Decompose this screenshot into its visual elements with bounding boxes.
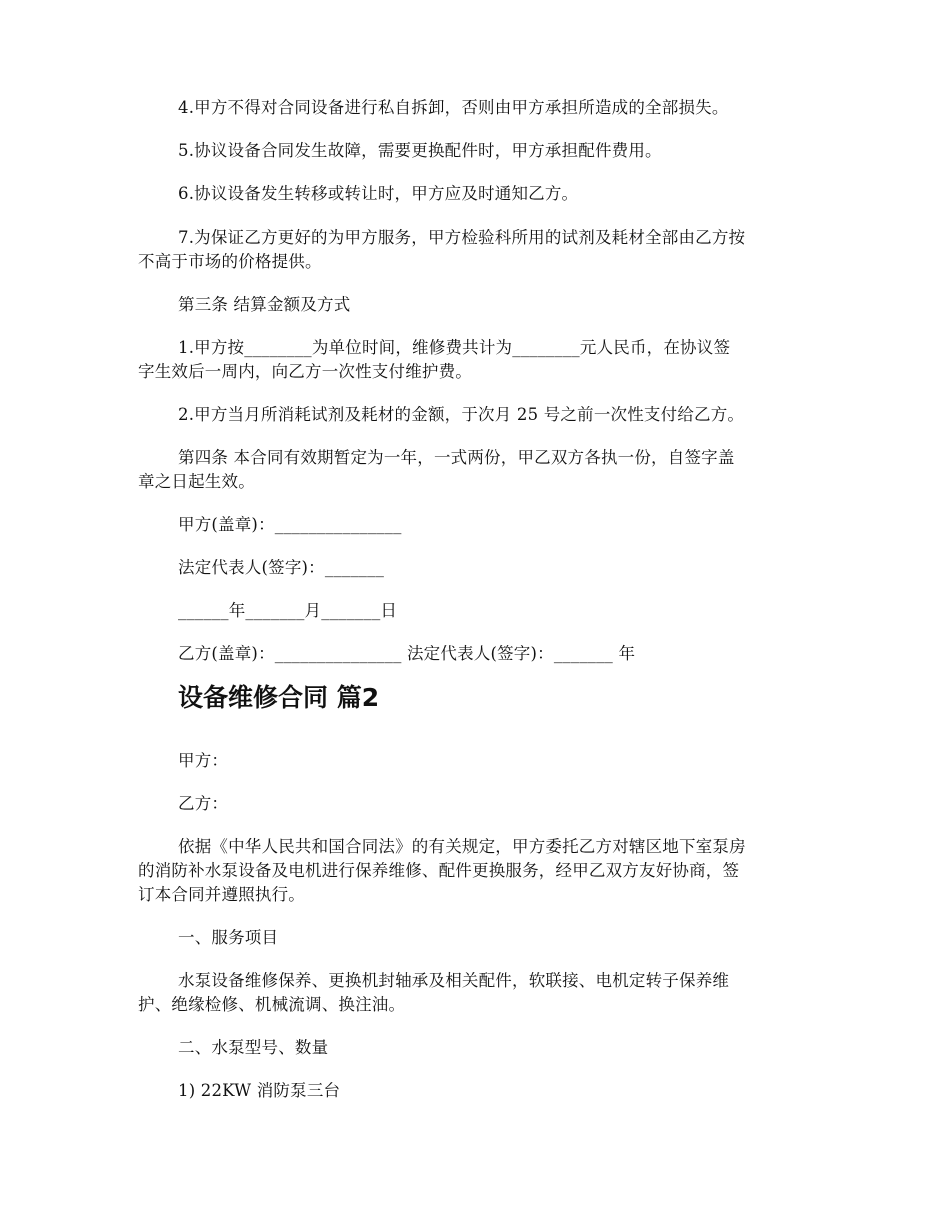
section-heading: 设备维修合同 篇2 <box>178 683 380 712</box>
party-a-seal: 甲方(盖章)：_______________ <box>178 515 402 534</box>
party-b-seal: 乙方(盖章)：_______________ 法定代表人(签字)：_______ 年 <box>178 644 636 663</box>
party-b-label: 乙方： <box>178 794 229 813</box>
settlement-2: 2.甲方当月所消耗试剂及耗材的金额，于次月 25 号之前一次性支付给乙方。 <box>178 405 745 424</box>
clause-4: 4.甲方不得对合同设备进行私自拆卸，否则由甲方承担所造成的全部损失。 <box>178 98 729 117</box>
clause-7: 7.为保证乙方更好的为甲方服务，甲方检验科所用的试剂及耗材全部由乙方按 <box>178 228 746 247</box>
settlement-1-cont: 字生效后一周内，向乙方一次性支付维护费。 <box>138 362 472 381</box>
article-4: 第四条 本合同有效期暂定为一年，一式两份，甲乙双方各执一份，自签字盖 <box>178 448 735 467</box>
clause-5: 5.协议设备合同发生故障，需要更换配件时，甲方承担配件费用。 <box>178 141 662 160</box>
pump-model-title: 二、水泵型号、数量 <box>178 1038 329 1057</box>
article-4-cont: 章之日起生效。 <box>138 472 255 491</box>
clause-7-cont: 不高于市场的价格提供。 <box>138 252 322 271</box>
pump-item-1: 1) 22KW 消防泵三台 <box>178 1081 341 1100</box>
preamble: 依据《中华人民共和国合同法》的有关规定，甲方委托乙方对辖区地下室泵房 <box>178 837 746 856</box>
service-items-cont: 护、绝缘检修、机械流调、换注油。 <box>138 995 406 1014</box>
service-items: 水泵设备维修保养、更换机封轴承及相关配件，软联接、电机定转子保养维 <box>178 971 730 990</box>
party-a-label: 甲方： <box>178 751 229 770</box>
date-line: ______年_______月_______日 <box>178 601 398 620</box>
service-items-title: 一、服务项目 <box>178 928 279 947</box>
legal-rep-signature: 法定代表人(签字)：_______ <box>178 558 385 577</box>
preamble-cont-1: 的消防补水泵设备及电机进行保养维修、配件更换服务，经甲乙双方友好协商，签 <box>138 861 740 880</box>
article-3-title: 第三条 结算金额及方式 <box>178 295 351 314</box>
preamble-cont-2: 订本合同并遵照执行。 <box>138 885 305 904</box>
clause-6: 6.协议设备发生转移或转让时，甲方应及时通知乙方。 <box>178 184 579 203</box>
settlement-1: 1.甲方按________为单位时间，维修费共计为________元人民币，在协议签 <box>178 338 731 357</box>
